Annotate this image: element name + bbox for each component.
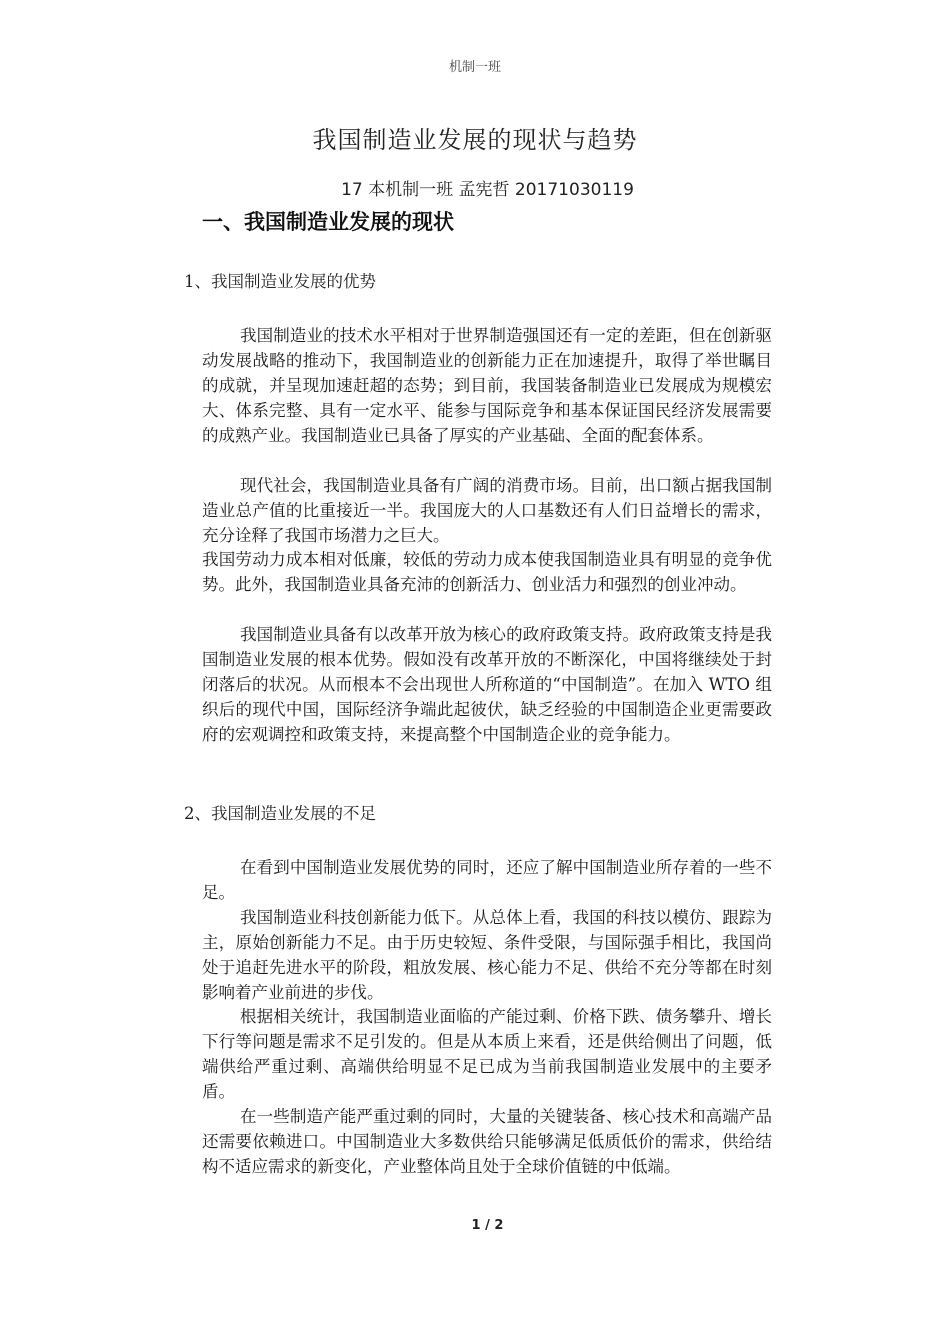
paragraph: 我国制造业科技创新能力低下。从总体上看，我国的科技以模仿、跟踪为主，原始创新能力不足。由于历史较短、条件受限，与国际强手相比，我国尚处于追赶先进水平的阶段，粗放发展、核心能力不足、供给不充分等都在时刻影响着产业前进的步伐。 — [202, 908, 772, 1002]
page-header: 机制一班 — [448, 60, 501, 75]
subsection-heading-advantages: 1、我国制造业发展的优势 — [184, 272, 376, 291]
paragraph: 在看到中国制造业发展优势的同时，还应了解中国制造业所存着的一些不足。 — [202, 858, 772, 902]
author-line: 17 本机制一班 孟宪哲 20171030119 — [341, 180, 634, 200]
paragraph: 我国制造业的技术水平相对于世界制造强国还有一定的差距，但在创新驱动发展战略的推动下，我国制造业的创新能力正在加速提升，取得了举世瞩目的成就，并呈现加速赶超的态势；到目前，我国装备制造业已发展成为规模宏大、体系完整、具有一定水平、能参与国际竞争和基本保证国民经济发展需要的成熟产业。我国制造业已具备了厚实的产业基础、全面的配套体系。 — [202, 326, 772, 445]
page-number: 1 / 2 — [471, 1218, 504, 1233]
paragraph: 我国制造业具备有以改革开放为核心的政府政策支持。政府政策支持是我国制造业发展的根本优势。假如没有改革开放的不断深化，中国将继续处于封闭落后的状况。从而根本不会出现世人所称道的“中国制造”。在加入 WTO 组织后的现代中国，国际经济争端此起彼伏，缺乏经验的中国制造企业更需要政府的宏观调控和政策支持，来提高整个中国制造企业的竞争能力。 — [202, 625, 772, 744]
paragraph: 我国劳动力成本相对低廉，较低的劳动力成本使我国制造业具有明显的竞争优势。此外，我国制造业具备充沛的创新活力、创业活力和强烈的创业冲动。 — [202, 550, 772, 594]
document-title: 我国制造业发展的现状与趋势 — [312, 126, 638, 154]
paragraph: 在一些制造产能严重过剩的同时，大量的关键装备、核心技术和高端产品还需要依赖进口。中国制造业大多数供给只能够满足低质低价的需求，供给结构不适应需求的新变化，产业整体尚且处于全球价值链的中低端。 — [202, 1107, 772, 1176]
paragraph: 根据相关统计，我国制造业面临的产能过剩、价格下跌、债务攀升、增长下行等问题是需求不足引发的。但是从本质上来看，还是供给侧出了问题，低端供给严重过剩、高端供给明显不足已成为当前我国制造业发展中的主要矛盾。 — [202, 1007, 772, 1101]
section-heading: 一、我国制造业发展的现状 — [202, 210, 454, 234]
paragraph: 现代社会，我国制造业具备有广阔的消费市场。目前，出口额占据我国制造业总产值的比重接近一半。我国庞大的人口基数还有人们日益增长的需求，充分诠释了我国市场潜力之巨大。 — [202, 476, 772, 545]
subsection-heading-shortcomings: 2、我国制造业发展的不足 — [184, 804, 376, 823]
